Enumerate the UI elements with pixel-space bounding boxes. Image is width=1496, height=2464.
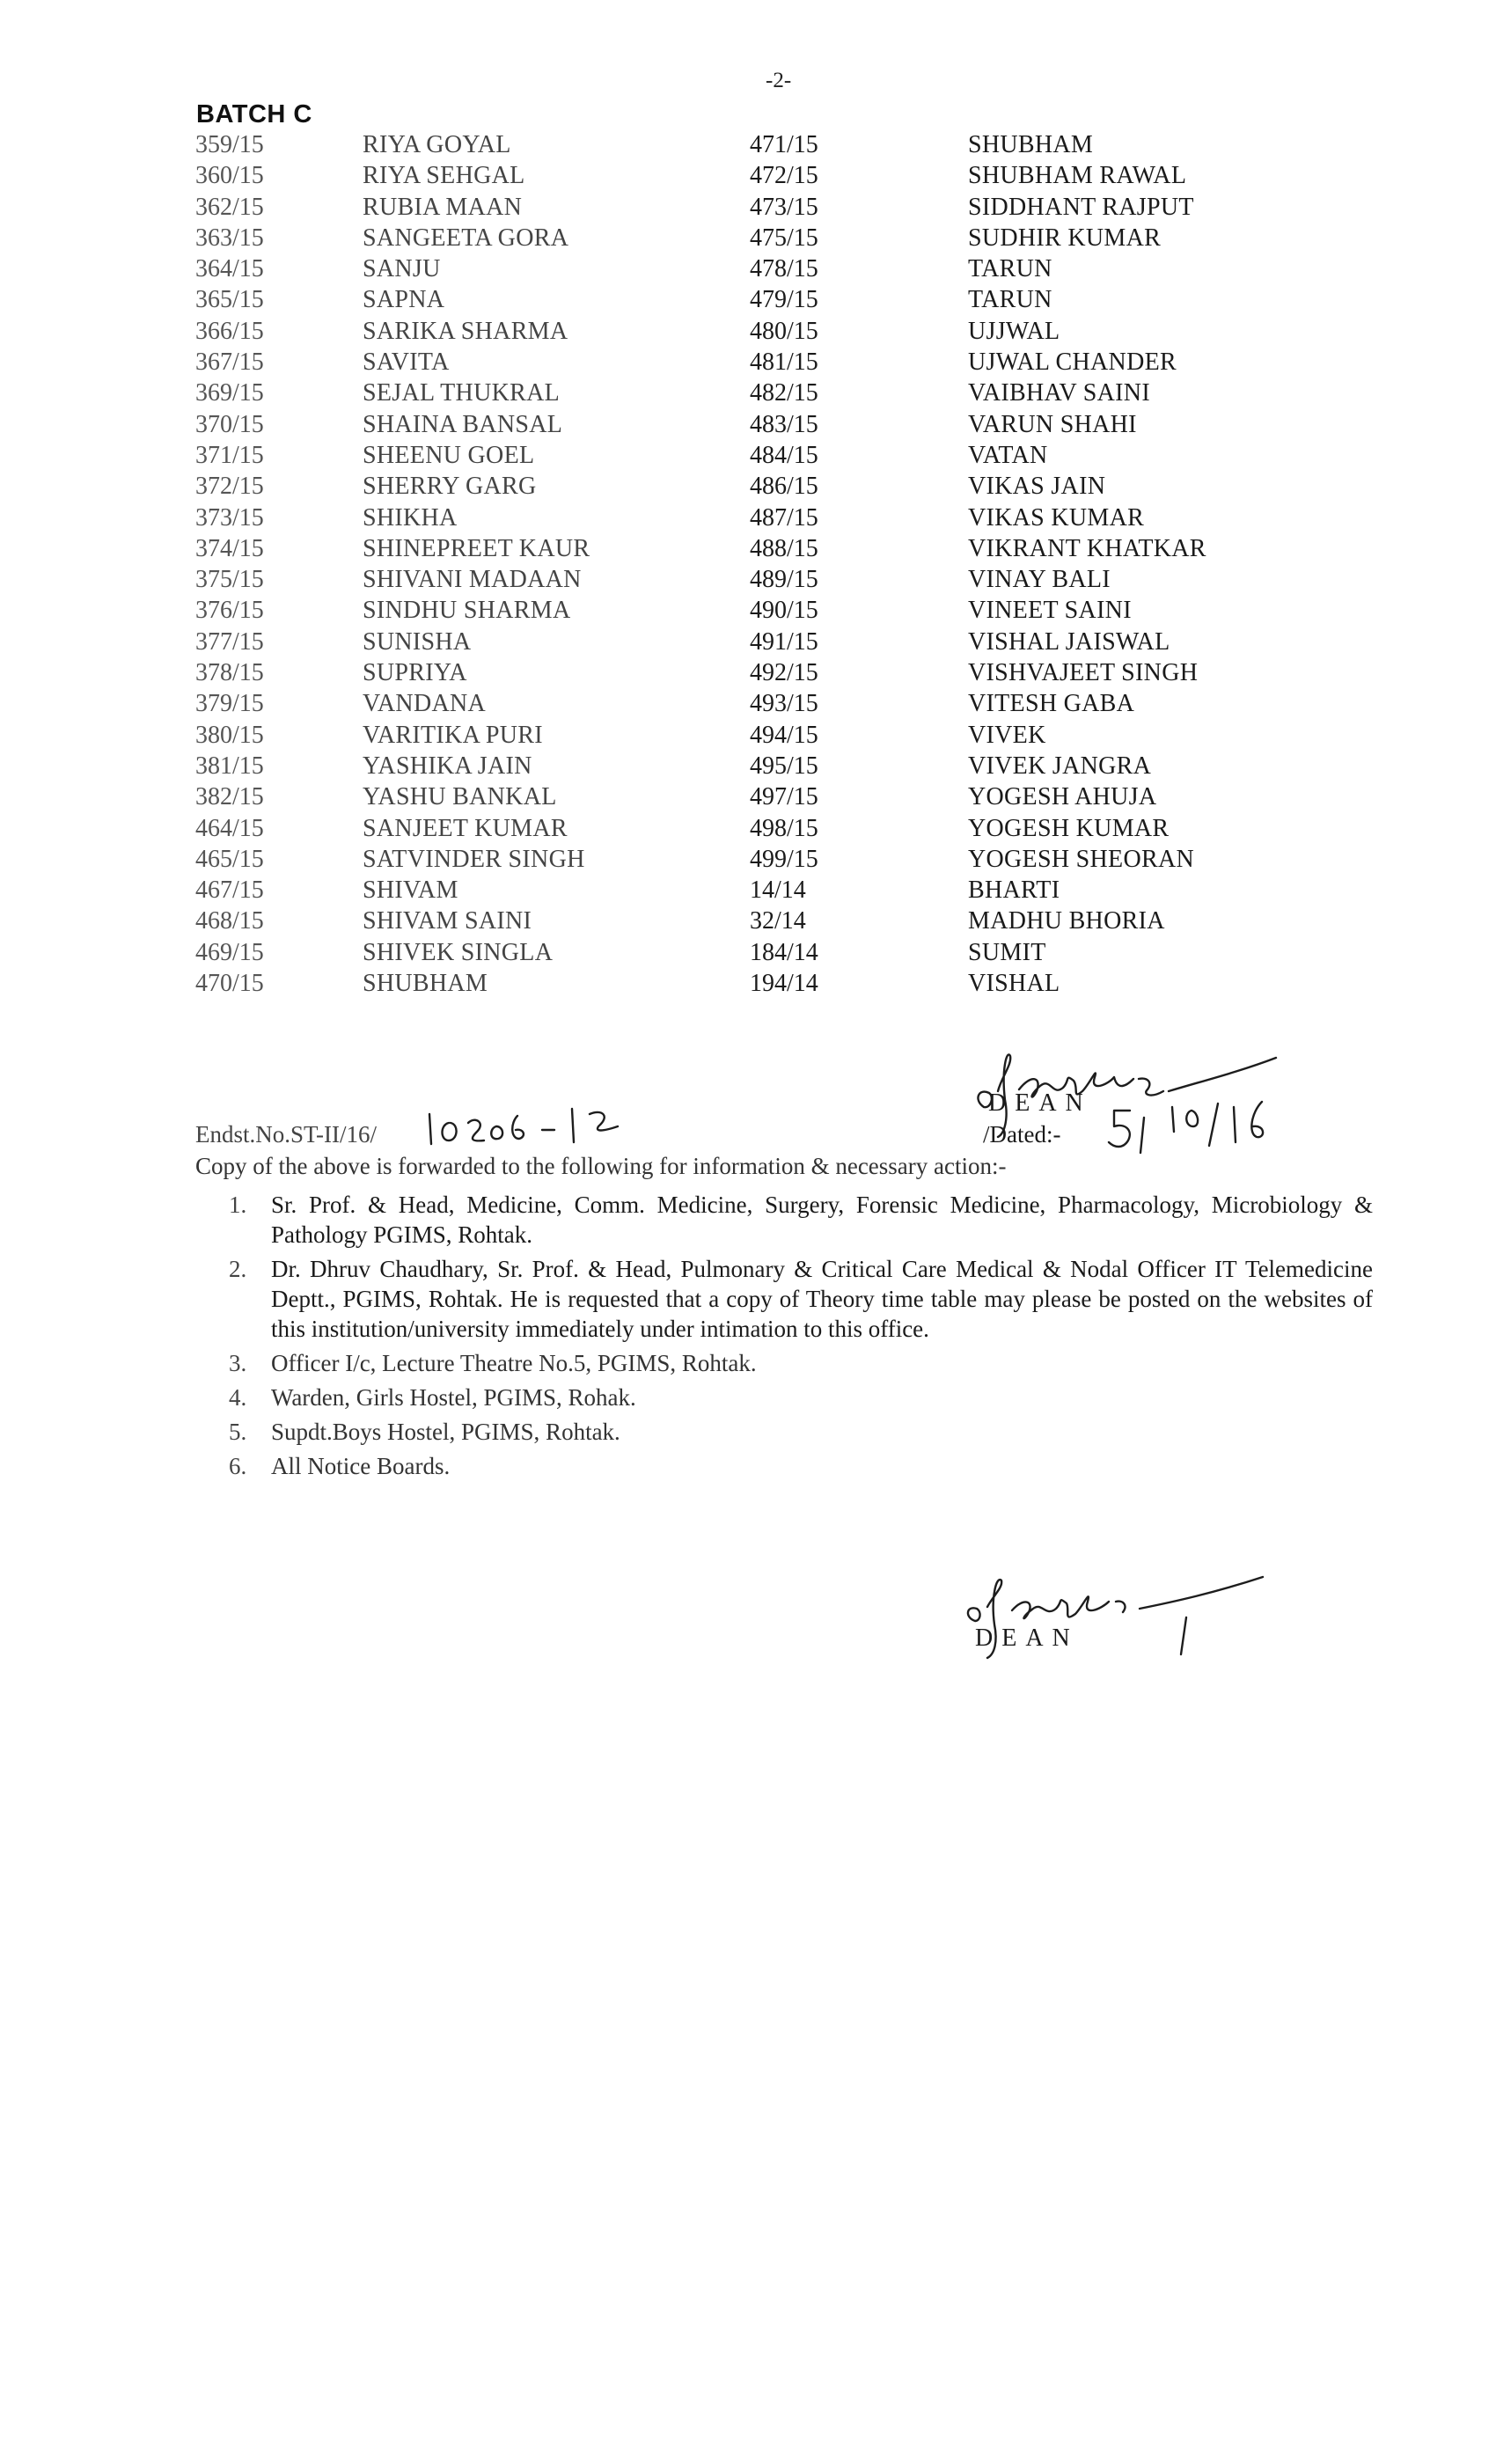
student-row [750,627,1366,657]
student-name: VINEET SAINI [968,597,1132,625]
student-row [750,409,1366,440]
student-name: SANJEET KUMAR [363,814,568,842]
item-text: Warden, Girls Hostel, PGIMS, Rohak. [271,1384,636,1411]
student-name: RUBIA MAAN [363,193,523,221]
roll-number: 483/15 [750,410,818,438]
roll-number: 473/15 [750,193,818,221]
student-row [750,160,1366,191]
student-name: SHINEPREET KAUR [363,534,590,562]
student-row [750,471,1366,502]
copy-forward-intro: Copy of the above is forwarded to the following for information & necessary action:- [195,1153,1007,1179]
handwritten-endorsement-number [422,1096,625,1149]
roll-number: 371/15 [195,441,264,469]
student-name: VARITIKA PURI [363,721,543,749]
student-name: SHAINA BANSAL [363,410,563,438]
student-row [750,781,1366,812]
student-row [750,502,1366,533]
roll-number: 380/15 [195,721,264,749]
student-name: UJJWAL [968,317,1060,345]
student-row [750,657,1366,688]
student-name: SUDHIR KUMAR [968,224,1162,252]
roll-number: 497/15 [750,783,818,811]
item-number: 1. [229,1192,247,1218]
roll-number: 376/15 [195,597,264,625]
roll-number: 372/15 [195,473,264,501]
roll-number: 360/15 [195,162,264,190]
distribution-item [229,1190,1373,1250]
roll-number: 369/15 [195,379,264,407]
student-row [195,160,688,191]
roll-number: 479/15 [750,286,818,314]
student-row [195,471,688,502]
student-row [750,937,1366,968]
student-name: SUPRIYA [363,659,467,687]
roll-number: 488/15 [750,534,818,562]
roll-number: 365/15 [195,286,264,314]
student-row [750,875,1366,906]
student-name: VATAN [968,441,1048,469]
student-name: SINDHU SHARMA [363,597,571,625]
distribution-item [229,1348,1373,1378]
student-row [750,316,1366,347]
student-row [195,688,688,719]
item-number: 3. [229,1350,247,1376]
student-row [195,192,688,223]
student-row [195,533,688,564]
roll-number: 482/15 [750,379,818,407]
student-name: SHIVAM [363,876,458,905]
student-name: SANGEETA GORA [363,224,569,252]
distribution-item [229,1417,1373,1447]
roll-number: 471/15 [750,131,818,158]
student-name: TARUN [968,255,1052,283]
dean-signature-bottom [950,1566,1302,1672]
roll-number: 469/15 [195,938,264,966]
student-row [195,595,688,626]
student-row [750,533,1366,564]
roll-number: 364/15 [195,255,264,283]
student-name: VIKAS KUMAR [968,503,1145,532]
student-name: VIVEK JANGRA [968,752,1152,780]
student-name: SHERRY GARG [363,473,537,501]
student-list-left [195,129,688,999]
roll-number: 184/14 [750,938,818,966]
roll-number: 378/15 [195,659,264,687]
student-list-right [750,129,1366,999]
roll-number: 484/15 [750,441,818,469]
student-name: VITESH GABA [968,690,1135,718]
student-name: SHEENU GOEL [363,441,535,469]
student-name: VISHAL [968,970,1060,998]
student-row [750,720,1366,751]
student-name: SHUBHAM RAWAL [968,162,1187,190]
roll-number: 493/15 [750,690,818,718]
student-row [195,564,688,595]
student-row [750,844,1366,875]
dean-title-bottom: DEAN [975,1624,1079,1652]
roll-number: 377/15 [195,627,264,656]
student-row [750,253,1366,284]
roll-number: 475/15 [750,224,818,252]
item-text: Dr. Dhruv Chaudhary, Sr. Prof. & Head, Pulmonary & Critical Care Medical & Nodal Officer IT Telemedicine Deptt., PGIMS, Rohtak. He is requested that a copy of Theory time table may please be posted on the websites of this institution/university immediately under intimation to this office. [271,1256,1373,1342]
item-text: Supdt.Boys Hostel, PGIMS, Rohtak. [271,1419,620,1445]
student-row [195,223,688,253]
distribution-list [229,1190,1373,1485]
student-name: SIDDHANT RAJPUT [968,193,1194,221]
student-name: VISHAL JAISWAL [968,627,1170,656]
student-name: VANDANA [363,690,487,718]
student-row [195,968,688,999]
student-row [750,751,1366,781]
roll-number: 367/15 [195,348,264,377]
roll-number: 379/15 [195,690,264,718]
dated-label: /Dated:- [983,1121,1061,1148]
roll-number: 489/15 [750,566,818,594]
roll-number: 486/15 [750,473,818,501]
roll-number: 194/14 [750,970,818,998]
roll-number: 373/15 [195,503,264,532]
distribution-item [229,1382,1373,1412]
item-text: All Notice Boards. [271,1453,451,1479]
student-row [195,844,688,875]
endorsement-number: Endst.No.ST-II/16/ [195,1121,378,1148]
student-name: VINAY BALI [968,566,1111,594]
student-row [750,688,1366,719]
roll-number: 467/15 [195,876,264,905]
roll-number: 491/15 [750,627,818,656]
roll-number: 362/15 [195,193,264,221]
student-row [195,316,688,347]
roll-number: 494/15 [750,721,818,749]
student-row [195,378,688,408]
student-name: SHUBHAM [363,970,488,998]
roll-number: 382/15 [195,783,264,811]
student-name: RIYA SEHGAL [363,162,525,190]
student-name: SHIKHA [363,503,458,532]
student-row [750,968,1366,999]
student-name: VAIBHAV SAINI [968,379,1150,407]
student-row [750,129,1366,160]
roll-number: 465/15 [195,845,264,873]
student-row [750,347,1366,378]
student-name: VIKAS JAIN [968,473,1106,501]
item-number: 6. [229,1453,247,1479]
roll-number: 375/15 [195,566,264,594]
student-name: RIYA GOYAL [363,131,511,158]
student-row [195,502,688,533]
roll-number: 363/15 [195,224,264,252]
roll-number: 468/15 [195,907,264,935]
student-row [195,284,688,315]
student-row [195,253,688,284]
distribution-item [229,1254,1373,1344]
handwritten-date [1105,1091,1308,1157]
roll-number: 495/15 [750,752,818,780]
student-row [195,937,688,968]
student-name: VARUN SHAHI [968,410,1137,438]
student-row [195,440,688,471]
roll-number: 374/15 [195,534,264,562]
student-name: YOGESH AHUJA [968,783,1157,811]
student-row [195,751,688,781]
student-name: SAPNA [363,286,445,314]
student-row [195,813,688,844]
student-name: TARUN [968,286,1052,314]
student-name: SHIVANI MADAAN [363,566,582,594]
dean-title-top: DEAN [988,1089,1092,1117]
roll-number: 370/15 [195,410,264,438]
page-number: -2- [766,69,792,92]
student-name: UJWAL CHANDER [968,348,1177,377]
student-row [195,875,688,906]
student-row [195,129,688,160]
student-name: SANJU [363,255,441,283]
student-name: MADHU BHORIA [968,907,1165,935]
student-name: YASHU BANKAL [363,783,557,811]
roll-number: 366/15 [195,317,264,345]
student-row [195,906,688,936]
student-name: SHIVAM SAINI [363,907,532,935]
student-name: SAVITA [363,348,450,377]
student-row [195,657,688,688]
student-row [750,223,1366,253]
roll-number: 490/15 [750,597,818,625]
student-row [195,409,688,440]
student-name: SHUBHAM [968,131,1094,158]
student-name: SATVINDER SINGH [363,845,585,873]
student-name: VISHVAJEET SINGH [968,659,1199,687]
item-number: 5. [229,1419,247,1445]
item-text: Sr. Prof. & Head, Medicine, Comm. Medicine, Surgery, Forensic Medicine, Pharmacology, Microbiology & Pathology PGIMS, Rohtak. [271,1192,1373,1248]
student-name: VIVEK [968,721,1046,749]
distribution-item [229,1451,1373,1481]
item-text: Officer I/c, Lecture Theatre No.5, PGIMS, Rohtak. [271,1350,757,1376]
item-number: 4. [229,1384,247,1411]
batch-title: BATCH C [196,100,312,128]
student-row [750,564,1366,595]
roll-number: 478/15 [750,255,818,283]
student-name: SEJAL THUKRAL [363,379,561,407]
student-row [750,440,1366,471]
student-row [195,627,688,657]
roll-number: 492/15 [750,659,818,687]
roll-number: 499/15 [750,845,818,873]
roll-number: 464/15 [195,814,264,842]
student-row [195,781,688,812]
student-row [750,192,1366,223]
roll-number: 481/15 [750,348,818,377]
student-row [195,720,688,751]
roll-number: 381/15 [195,752,264,780]
item-number: 2. [229,1256,247,1282]
student-row [195,347,688,378]
roll-number: 14/14 [750,876,806,905]
student-name: VIKRANT KHATKAR [968,534,1206,562]
student-name: SARIKA SHARMA [363,317,568,345]
roll-number: 480/15 [750,317,818,345]
roll-number: 32/14 [750,907,806,935]
student-name: SHIVEK SINGLA [363,938,554,966]
student-name: SUMIT [968,938,1046,966]
roll-number: 498/15 [750,814,818,842]
student-name: SUNISHA [363,627,472,656]
student-row [750,813,1366,844]
roll-number: 470/15 [195,970,264,998]
student-row [750,595,1366,626]
student-name: YOGESH SHEORAN [968,845,1194,873]
student-row [750,378,1366,408]
student-name: YASHIKA JAIN [363,752,532,780]
student-row [750,284,1366,315]
roll-number: 472/15 [750,162,818,190]
student-name: YOGESH KUMAR [968,814,1170,842]
student-name: BHARTI [968,876,1060,905]
roll-number: 359/15 [195,131,264,158]
student-row [750,906,1366,936]
roll-number: 487/15 [750,503,818,532]
